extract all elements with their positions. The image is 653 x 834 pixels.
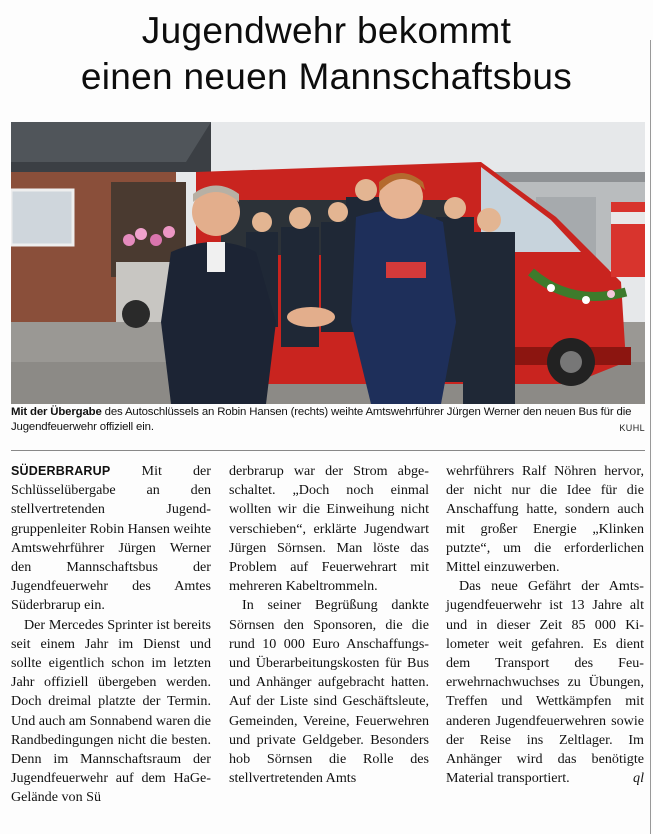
paragraph <box>11 462 211 616</box>
photo-credit: KUHL <box>619 423 645 433</box>
paragraph <box>446 577 644 788</box>
headline-line-1: Jugendwehr bekommt <box>141 10 512 51</box>
author-initials: ql <box>633 770 644 787</box>
paragraph: derbrarup war der Strom abgeschaltet. „Doch noch einmal wollten wir die Einweihung nicht verschieben“, erklärte Jugendwart Jürgen Sörnsen. Man löste das Problem auf Feuerwehrart mit mehreren Kabeltrommeln. <box>229 463 429 595</box>
paragraph-text: Mit der Schlüsselübergabe an den stellvertretenden Jugendgruppenleiter Robin Hansen weihte Amtswehrführer Jürgen Werner den Mannschaftsbus der Jugendfeuerwehr des Amtes Süderbrarup ein. <box>11 463 211 614</box>
column-1 <box>11 462 211 808</box>
paragraph: Der Mercedes Sprinter ist bereits seit einem Jahr im Dienst und sollte eigentlich schon im letzten Jahr offiziell übergeben werden. Doch dreimal platzte der Termin. Und auch am Sonnabend waren die Randbedingungen nicht die besten. Denn im Mannschaftsraum der Jugendfeuerwehr auf dem HaGe-Gelände von Sü <box>11 616 211 806</box>
paragraph: wehrführers Ralf Nöhren hervor, der nicht nur die Idee für die Anschaffung hatte, sondern auch mit großer Energie „Klinken putzte“, um die erforderlichen Mittel einzuwerben. <box>446 463 644 576</box>
paragraph-text: Das neue Gefährt der Amtsjugendfeuerwehr ist 13 Jahre alt und in dieser Zeit 85 000 Kilometer weit gefahren. Es dient dem Transport des Feuerwehrnachwuchses zu Übungen, Treffen und Wettkämpfen mit anderen Jugendfeuerwehren sowie der Reise ins Zeltlager. Im Anhänger wird das benötigte Material transportiert. <box>446 578 644 787</box>
page-edge-line <box>650 40 651 834</box>
article-photo <box>11 122 645 404</box>
photo-caption <box>11 405 645 435</box>
dateline: SÜDERBRARUP <box>11 464 111 478</box>
caption-lead: Mit der Übergabe <box>11 406 102 418</box>
column-2 <box>229 462 429 788</box>
caption-text: des Autoschlüssels an Robin Hansen (rechts) weihte Amtswehrführer Jürgen Werner den neuen Bus für die Jugendfeuerwehr offiziell ein. <box>11 406 632 433</box>
paragraph: In seiner Begrüßung dankte Sörnsen den Sponsoren, die die rund 10 000 Euro Anschaffungs- und Überarbeitungskosten für Bus und Anhänger aufgebracht hatten. Auf der Liste sind Geschäftsleute, Gemeinden, Vereine, Feuerwehren und private Geldgeber. Besonders hob Sörnsen die Rolle des stellvertretenden Amts <box>229 597 429 787</box>
section-divider <box>11 450 645 451</box>
column-3 <box>446 462 644 788</box>
headline-line-2: einen neuen Mannschaftsbus <box>80 56 573 97</box>
headline <box>0 8 653 100</box>
